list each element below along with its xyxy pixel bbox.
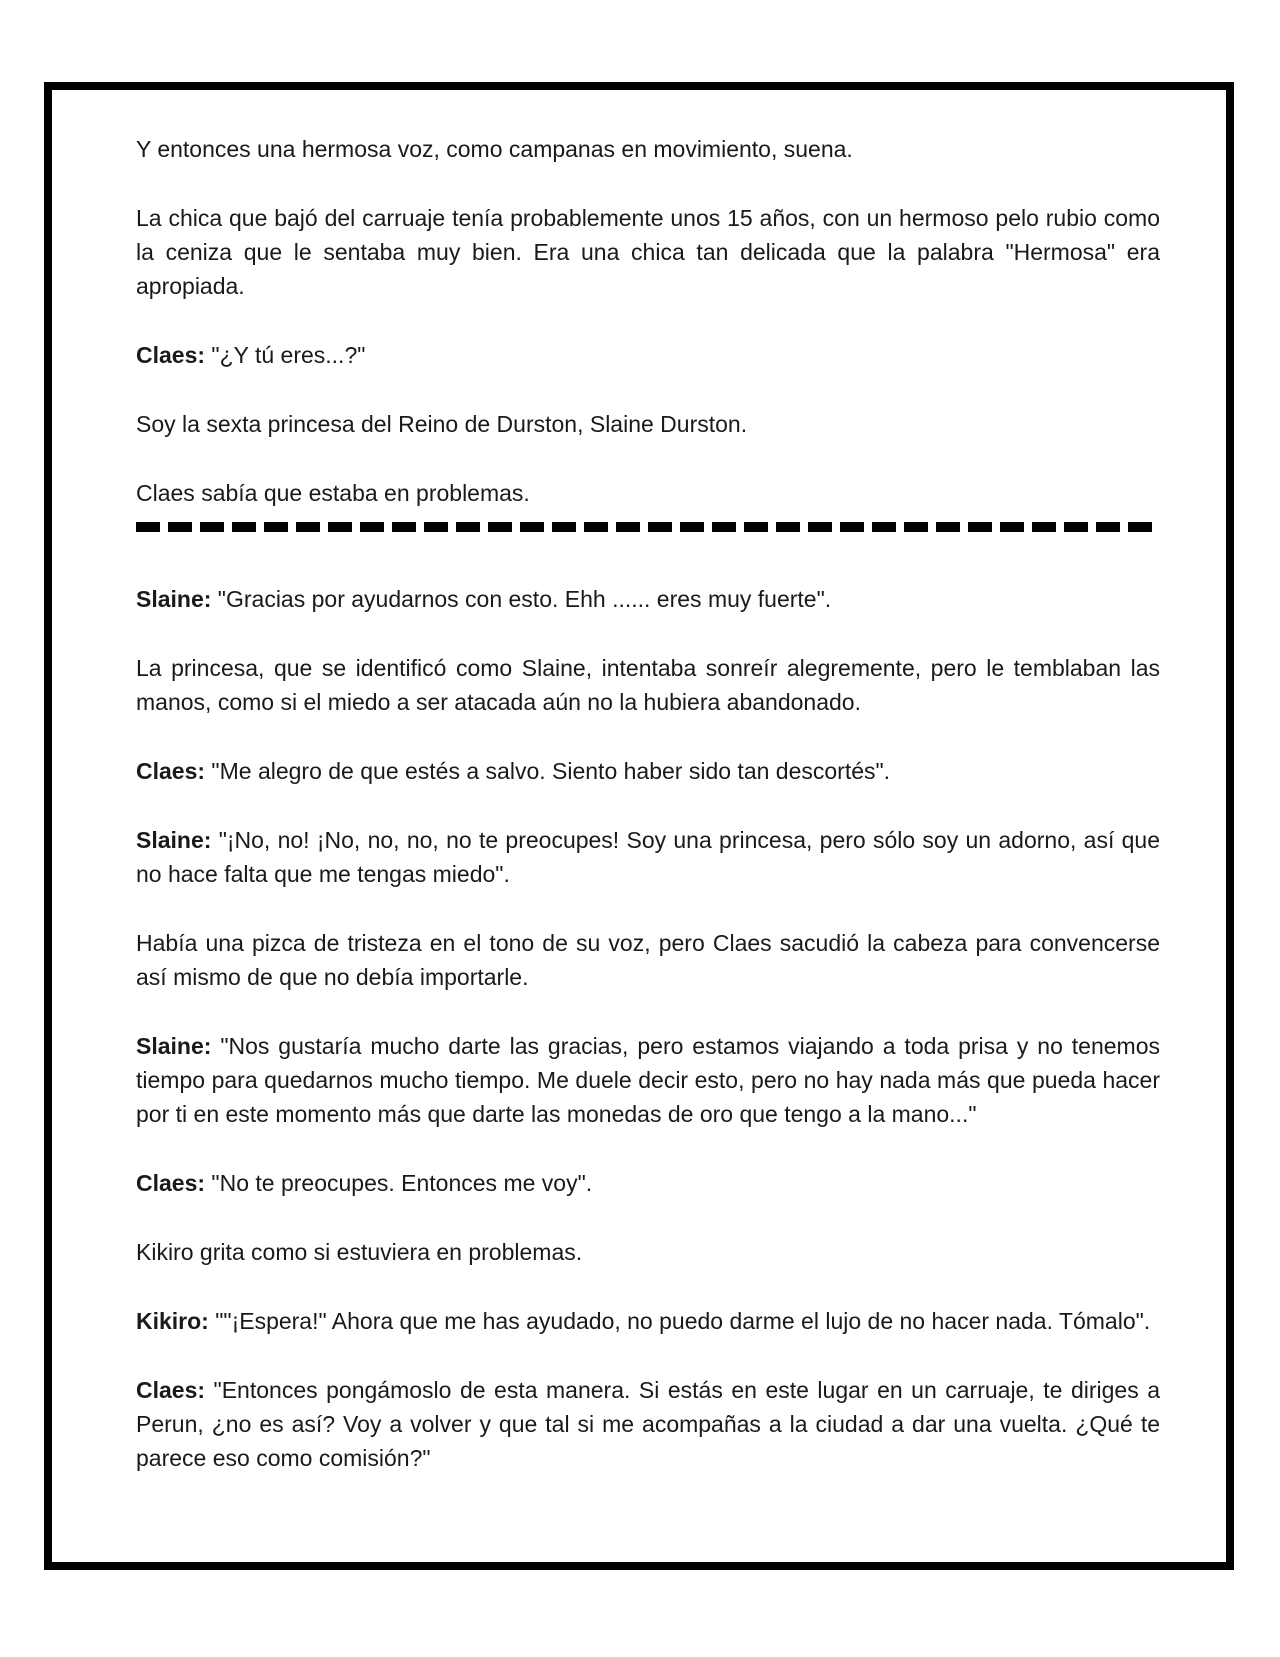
dialogue-line <box>136 1029 1160 1131</box>
dialogue-line <box>136 754 1160 788</box>
speaker-name: Slaine: <box>136 1033 212 1059</box>
dialogue-line <box>136 1373 1160 1475</box>
dialogue-line <box>136 823 1160 891</box>
paragraph-text: "Nos gustaría mucho darte las gracias, pero estamos viajando a toda prisa y no tenemos tiempo para quedarnos mucho tiempo. Me duele decir esto, pero no hay nada más que pueda hacer por ti en este momento más que darte las monedas de oro que tengo a la mano..." <box>136 1033 1160 1127</box>
speaker-name: Claes: <box>136 758 206 784</box>
paragraph-text: Soy la sexta princesa del Reino de Durston, Slaine Durston. <box>136 411 748 437</box>
narration-paragraph <box>136 651 1160 719</box>
paragraph-text: "Entonces pongámoslo de esta manera. Si estás en este lugar en un carruaje, te diriges a Perun, ¿no es así? Voy a volver y que tal si me acompañas a la ciudad a dar una vuelta. ¿Qué te parece eso como comisión?" <box>136 1377 1160 1471</box>
speaker-name: Claes: <box>136 1377 206 1403</box>
paragraph-text: "Me alegro de que estés a salvo. Siento haber sido tan descortés". <box>205 758 891 784</box>
narration-paragraph <box>136 407 1160 441</box>
story-text <box>136 132 1160 1475</box>
dialogue-line <box>136 338 1160 372</box>
speaker-name: Claes: <box>136 342 206 368</box>
paragraph-text: "¡No, no! ¡No, no, no, no te preocupes! Soy una princesa, pero sólo soy un adorno, así que no hace falta que me tengas miedo". <box>136 827 1160 887</box>
paragraph-text: "Gracias por ayudarnos con esto. Ehh ...... eres muy fuerte". <box>211 586 832 612</box>
speaker-name: Slaine: <box>136 827 212 853</box>
paragraph-text: La chica que bajó del carruaje tenía probablemente unos 15 años, con un hermoso pelo rubio como la ceniza que le sentaba muy bien. Era una chica tan delicada que la palabra "Hermosa" era apropiada. <box>136 205 1160 299</box>
narration-paragraph <box>136 476 1160 510</box>
narration-paragraph <box>136 201 1160 303</box>
page-frame <box>44 82 1234 1570</box>
dialogue-line <box>136 582 1160 616</box>
paragraph-text: "No te preocupes. Entonces me voy". <box>205 1170 593 1196</box>
speaker-name: Kikiro: <box>136 1308 209 1334</box>
paragraph-text: "¿Y tú eres...?" <box>205 342 366 368</box>
scene-divider <box>136 522 1160 532</box>
section-one <box>136 132 1160 510</box>
dialogue-line <box>136 1304 1160 1338</box>
section-two <box>136 582 1160 1475</box>
paragraph-text: ""¡Espera!" Ahora que me has ayudado, no puedo darme el lujo de no hacer nada. Tómalo". <box>208 1308 1151 1334</box>
paragraph-text: Y entonces una hermosa voz, como campanas en movimiento, suena. <box>136 136 853 162</box>
paragraph-text: Kikiro grita como si estuviera en problemas. <box>136 1239 583 1265</box>
dialogue-line <box>136 1166 1160 1200</box>
speaker-name: Claes: <box>136 1170 206 1196</box>
paragraph-text: La princesa, que se identificó como Slaine, intentaba sonreír alegremente, pero le temblaban las manos, como si el miedo a ser atacada aún no la hubiera abandonado. <box>136 655 1160 715</box>
narration-paragraph <box>136 926 1160 994</box>
narration-paragraph <box>136 1235 1160 1269</box>
paragraph-text: Claes sabía que estaba en problemas. <box>136 480 530 506</box>
speaker-name: Slaine: <box>136 586 212 612</box>
narration-paragraph <box>136 132 1160 166</box>
paragraph-text: Había una pizca de tristeza en el tono de su voz, pero Claes sacudió la cabeza para convencerse así mismo de que no debía importarle. <box>136 930 1160 990</box>
